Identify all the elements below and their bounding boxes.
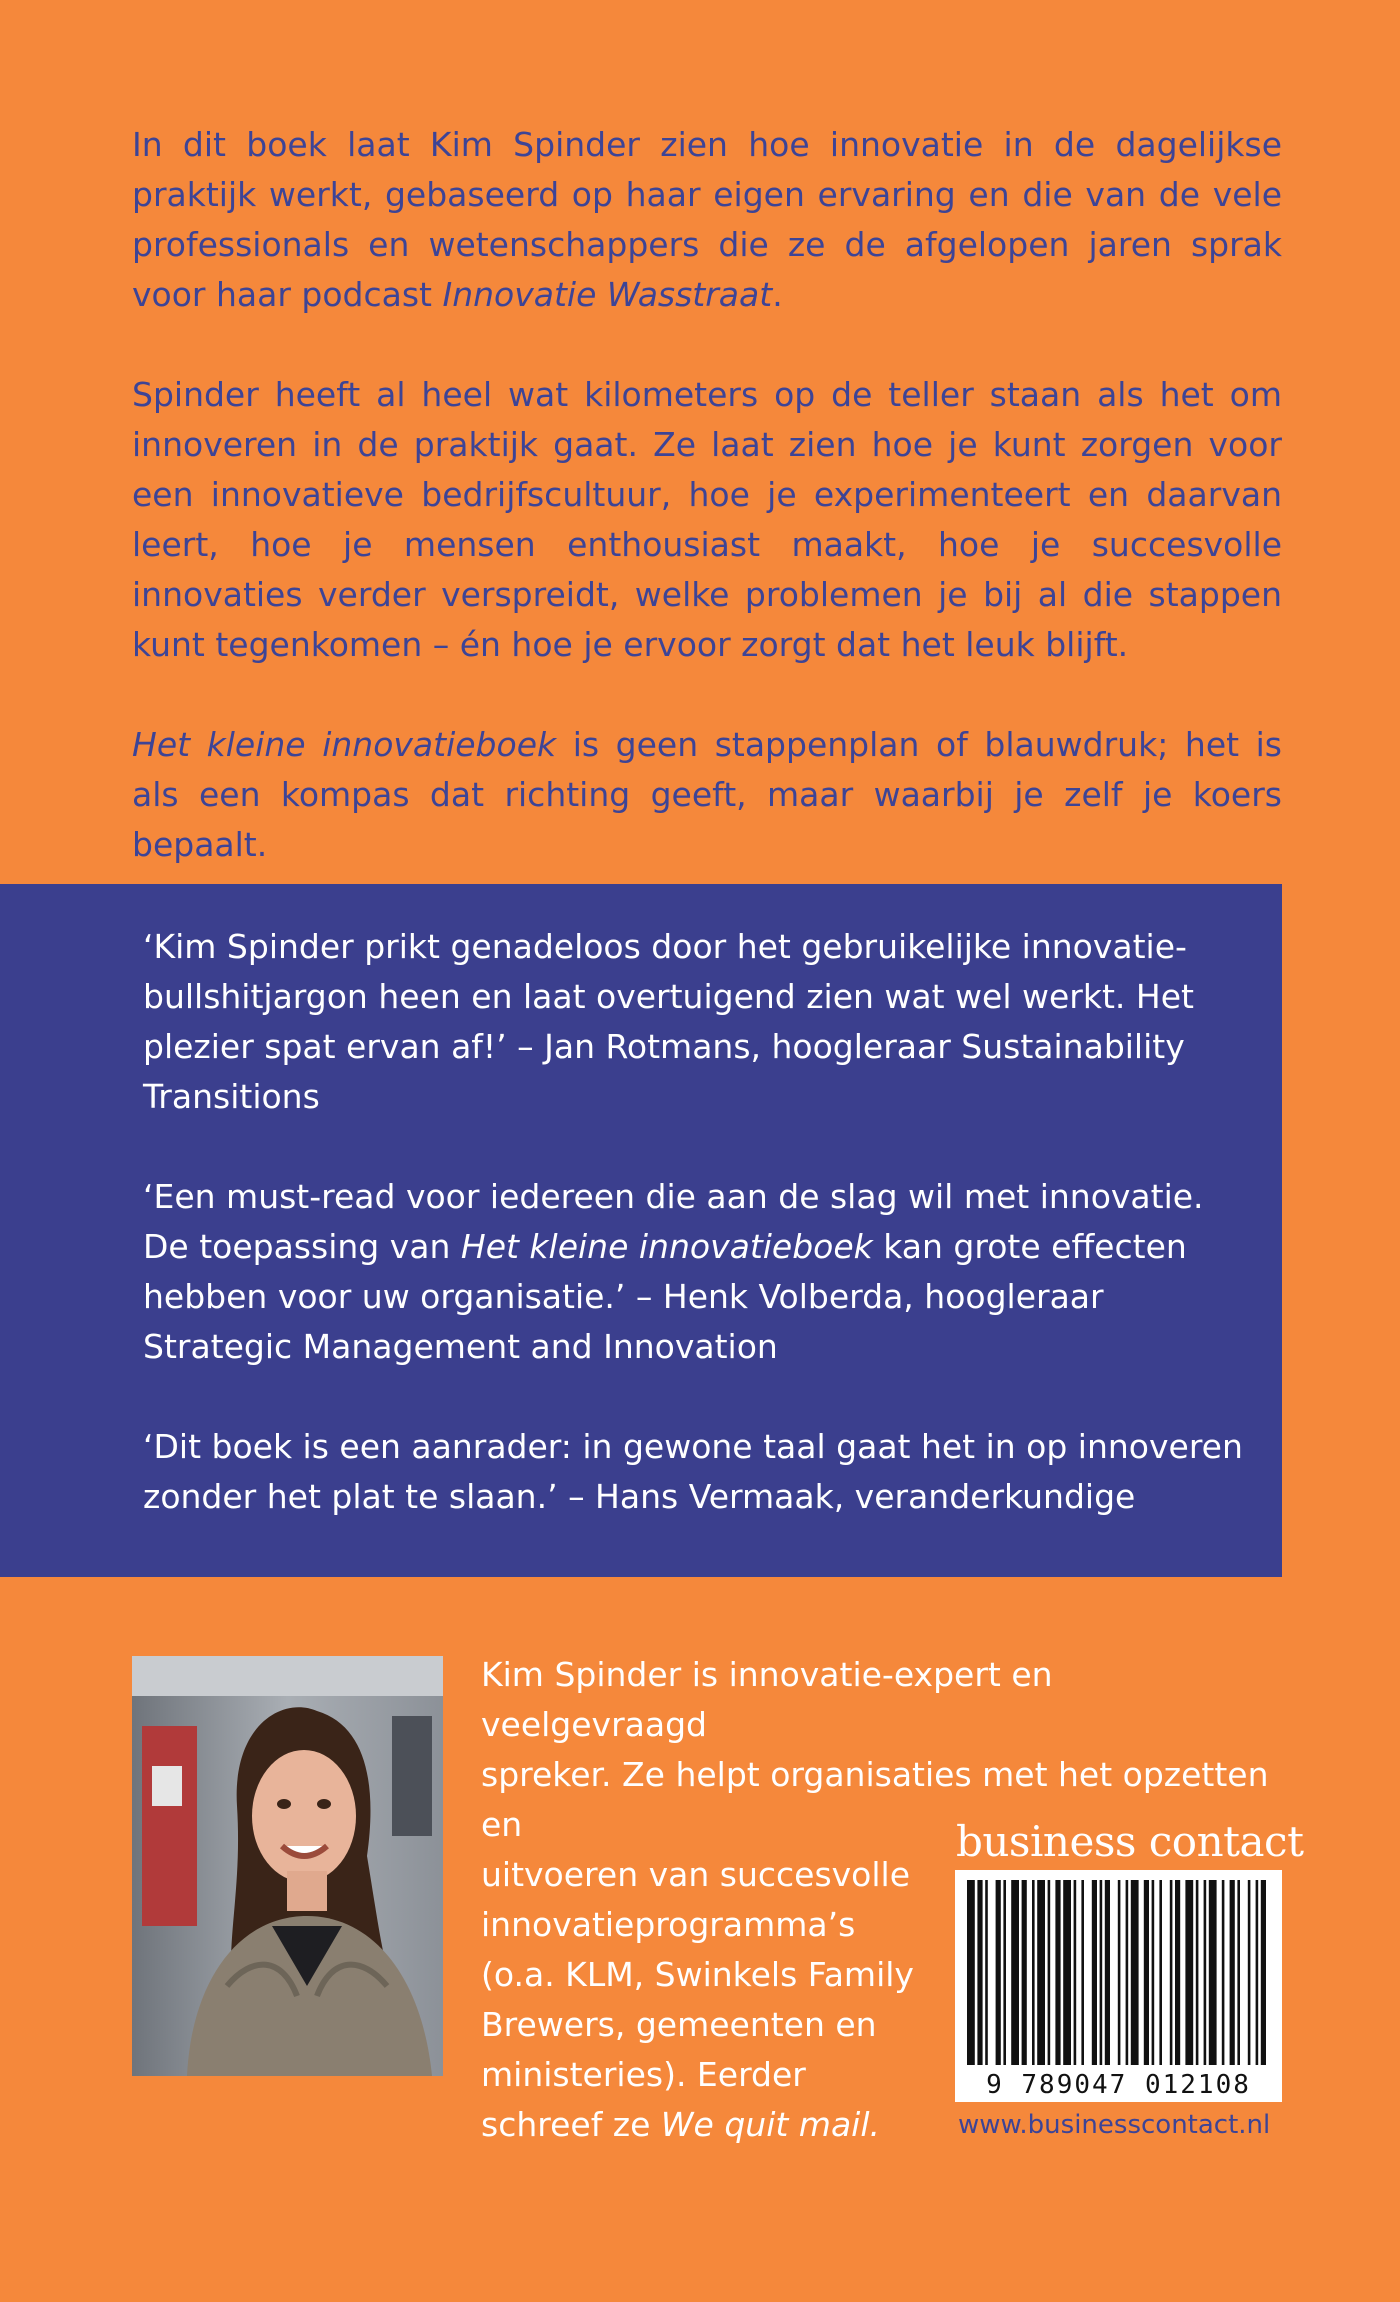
barcode-bar — [1092, 1880, 1097, 2065]
barcode-bar — [1126, 1880, 1129, 2065]
book-title: Het kleine innovatieboek — [132, 725, 557, 764]
previous-book-title: We quit mail. — [660, 2105, 880, 2144]
barcode-bar — [1248, 1880, 1251, 2065]
barcode-bar — [1237, 1880, 1240, 2065]
bio-line: ministeries). Eerder — [481, 2055, 806, 2094]
barcode-bar — [1222, 1880, 1225, 2065]
publisher-logo: business contact — [956, 1817, 1304, 1866]
barcode-bar — [1011, 1880, 1019, 2065]
barcode-bar — [1063, 1880, 1071, 2065]
quote-text: ‘Een must-read voor iedereen die aan de slag wil met innovatie. De toepassing van — [143, 1177, 1204, 1266]
review-quotes — [143, 922, 1253, 1522]
blurb-text: is geen stappenplan of blauwdruk; het is als een kompas dat richting geeft, maar waarbij je zelf je koers bepaalt. — [132, 725, 1283, 864]
barcode-bar — [1032, 1880, 1035, 2065]
quote-volberda — [143, 1172, 1253, 1372]
quote-text: kan grote effecten hebben voor uw organisatie.’ – Henk Volberda, hoogleraar Strategic Management and Innovation — [143, 1227, 1187, 1366]
barcode-bar — [1261, 1880, 1266, 2065]
barcode-bar — [1100, 1880, 1103, 2065]
blurb-text: In dit boek laat Kim Spinder zien hoe innovatie in de dagelijkse praktijk werkt, gebaseerd op haar eigen ervaring en die van de vele professionals en wetenschappers die ze de afgelopen jaren sprak voor haar podcast — [132, 125, 1282, 314]
barcode-bar — [1204, 1880, 1207, 2065]
barcode-bar — [1196, 1880, 1199, 2065]
blurb-text-end: . — [772, 275, 783, 314]
barcode-bar — [1175, 1880, 1180, 2065]
barcode-bar — [1185, 1880, 1193, 2065]
barcode-bar — [996, 1880, 1001, 2065]
barcode-bar — [1118, 1880, 1121, 2065]
bio-line: spreker. Ze helpt organisaties met het opzetten en — [481, 1755, 1269, 1844]
barcode-bar — [1048, 1880, 1051, 2065]
bio-text: schreef ze — [481, 2105, 661, 2144]
barcode-bar — [1022, 1880, 1027, 2065]
quote-rotmans: ‘Kim Spinder prikt genadeloos door het gebruikelijke innovatie-bullshitjargon heen en laat overtuigend zien wat wel werkt. Het plezier spat ervan af!’ – Jan Rotmans, hoogleraar Sustainability Transitions — [143, 927, 1194, 1116]
bio-line: Brewers, gemeenten en — [481, 2005, 877, 2044]
barcode-bars — [955, 1870, 1282, 2102]
quote-vermaak: ‘Dit boek is een aanrader: in gewone taal gaat het in op innoveren zonder het plat te slaan.’ – Hans Vermaak, veranderkundige — [143, 1427, 1243, 1516]
bio-line: uitvoeren van succesvolle — [481, 1855, 910, 1894]
isbn-number: 9 789047 012108 — [986, 2070, 1251, 2100]
bio-line: innovatieprogramma’s — [481, 1905, 856, 1944]
barcode-bar — [1037, 1880, 1045, 2065]
blurb-paragraph-2: Spinder heeft al heel wat kilometers op de teller staan als het om innoveren in de praktijk gaat. Ze laat zien hoe je kunt zorgen voor een innovatieve bedrijfscultuur, hoe je experimenteert en daarvan leert, hoe je mensen enthousiast maakt, hoe je succesvolle innovaties verder verspreidt, welke problemen je bij al die stappen kunt tegenkomen – én hoe je ervoor zorgt dat het leuk blijft. — [132, 375, 1282, 664]
back-cover-blurb — [132, 120, 1282, 870]
barcode-bar — [977, 1880, 982, 2065]
barcode-bar — [1256, 1880, 1259, 2065]
bio-line: (o.a. KLM, Swinkels Family — [481, 1955, 914, 1994]
barcode-bar — [985, 1880, 988, 2065]
author-portrait-image — [132, 1656, 443, 2076]
publisher-website[interactable]: www.businesscontact.nl — [958, 2110, 1271, 2140]
barcode-bar — [1131, 1880, 1139, 2065]
barcode-bar — [967, 1880, 975, 2065]
author-photo — [132, 1656, 443, 2076]
barcode-bar — [1209, 1880, 1217, 2065]
barcode-bar — [1152, 1880, 1155, 2065]
barcode-bar — [1170, 1880, 1173, 2065]
podcast-title: Innovatie Wasstraat — [442, 275, 773, 314]
barcode-bar — [1003, 1880, 1006, 2065]
barcode-bar — [1230, 1880, 1235, 2065]
book-title: Het kleine innovatieboek — [460, 1227, 873, 1266]
bio-line: Kim Spinder is innovatie-expert en veelgevraagd — [481, 1655, 1053, 1744]
barcode-bar — [1074, 1880, 1077, 2065]
blurb-paragraph-1 — [132, 120, 1282, 320]
barcode-bar — [1081, 1880, 1084, 2065]
barcode-bar — [1055, 1880, 1060, 2065]
barcode-bar — [1144, 1880, 1149, 2065]
barcode-bar — [1159, 1880, 1162, 2065]
blurb-paragraph-3 — [132, 720, 1282, 870]
isbn-barcode — [955, 1870, 1282, 2102]
barcode-bar — [1105, 1880, 1110, 2065]
